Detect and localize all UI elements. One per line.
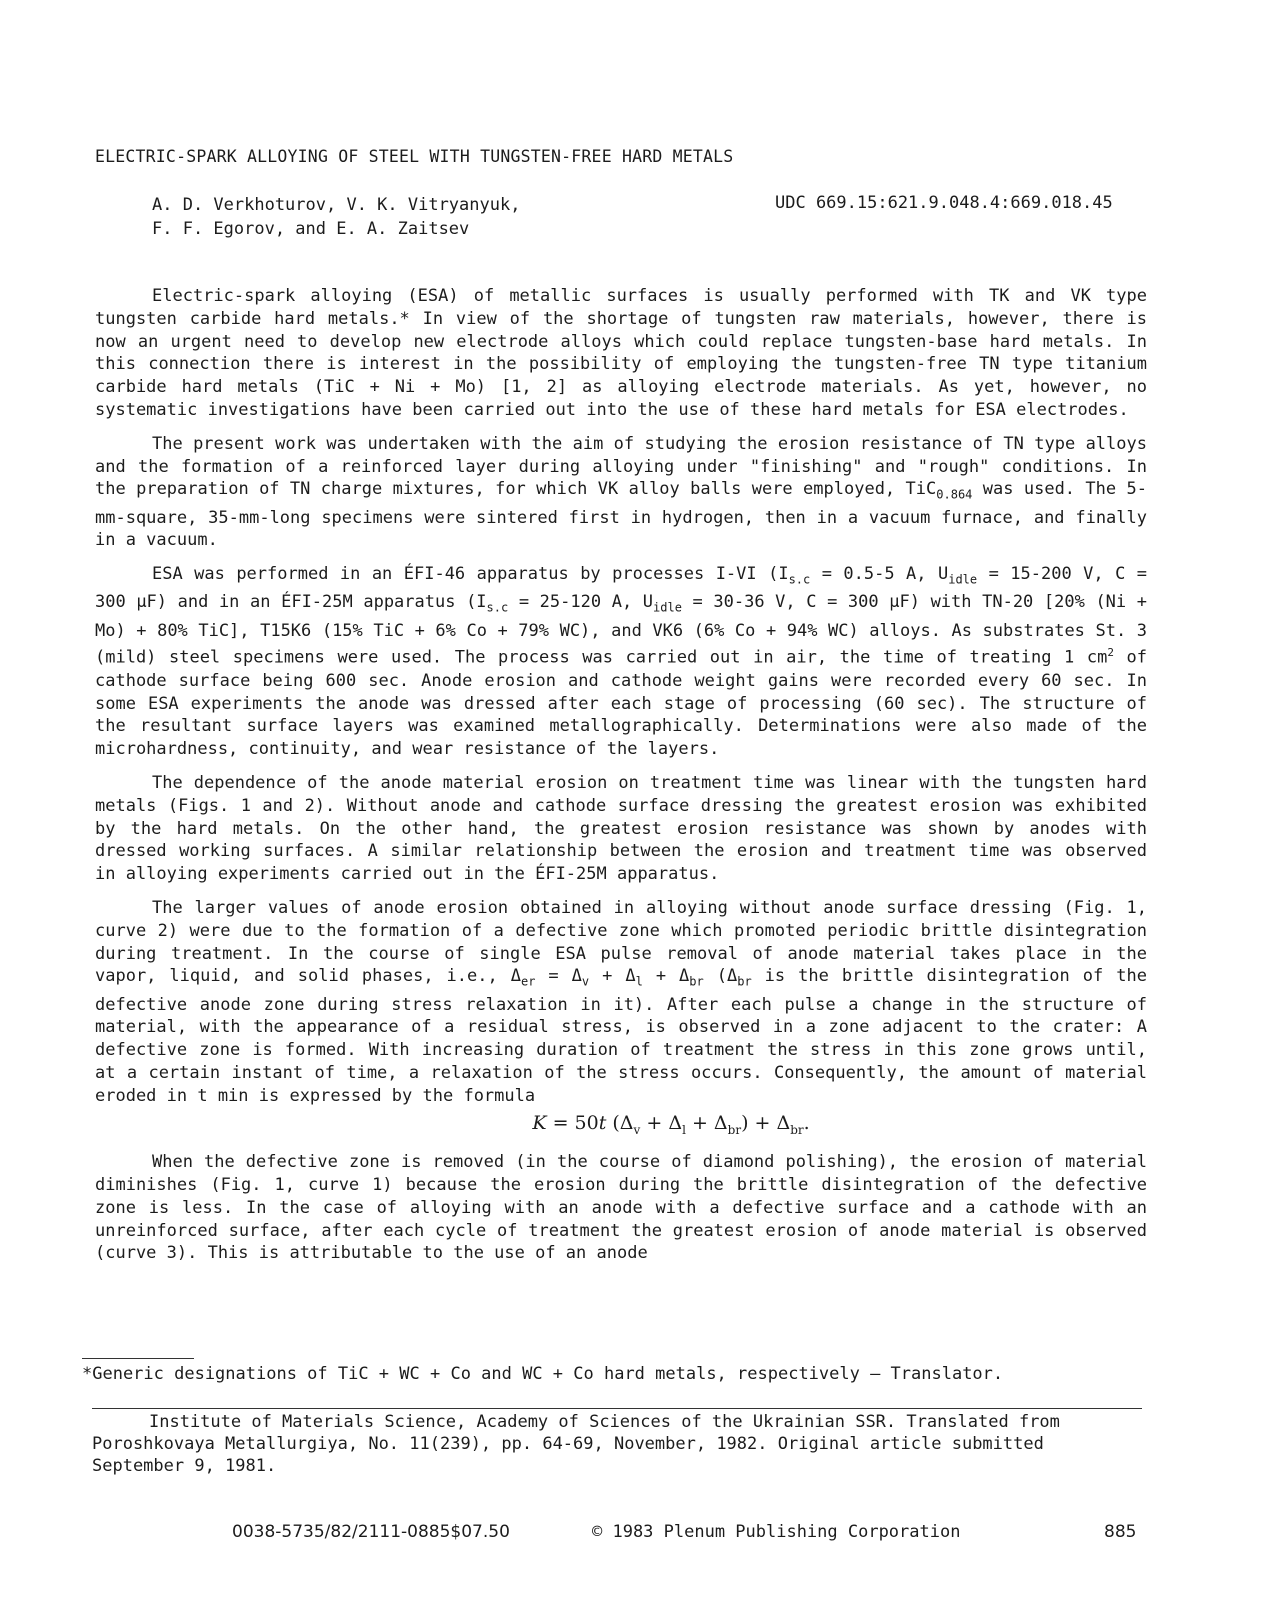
footnote: *Generic designations of TiC + WC + Co and WC + Co hard metals, respectively — Translator. [82, 1364, 1004, 1384]
paragraph-5: The larger values of anode erosion obtained in alloying without anode surface dressing (Fig. 1, curve 2) were due to the formation of a defective zone which promoted periodic brittle disintegration during treatment. In the course of single ESA pulse removal of anode material takes place in the vapor, liquid, and solid phases, i.e., $\Delta_{er} = \Delta_v + \Delta_l + \Delta_{br}$ ($\Delta_{br}$ is the brittle disintegration of the defective anode zone during stress relaxation in it). After each pulse a change in the structure of material, with the appearance of a residual stress, is observed in a zone adjacent to the crater: A defective zone is formed. With increasing duration of treatment the stress in this zone grows until, at a certain instant of time, a relaxation of the stress occurs. Consequently, the amount of material eroded in t min is expressed by the formula [95, 897, 1147, 1106]
paragraph-6: When the defective zone is removed (in the course of diamond polishing), the erosion of material diminishes (Fig. 1, curve 1) because the erosion during the brittle disintegration of the defective zone is less. In the case of alloying with an anode with a defective surface and a cathode with an unreinforced surface, after each cycle of treatment the greatest erosion of anode material is observed (curve 3). This is attributable to the use of an anode [95, 1152, 1147, 1264]
authors-line-2: F. F. Egorov, and E. A. Zaitsev [152, 219, 470, 239]
udc-code: UDC 669.15:621.9.048.4:669.018.45 [775, 193, 1113, 213]
erosion-formula: K = 50t $(\Delta_v + \Delta_l + \Delta_{br}) + \Delta_{br}$. [532, 1111, 810, 1137]
paragraph-3: ESA was performed in an ÉFI-46 apparatus by processes I-VI ($I_{s.c} = 0.5-5$ A, $U_{idle} = 15-200$ V, C = 300 μF) and in an ÉFI-25M apparatus ($I_{s.c} = 25-120$ A, $U_{idle} = 30-36$ V, C = 300 μF) with TN-20 [20% (Ni + Mo) + 80% TiC], T15K6 (15% TiC + 6% Co + 79% WC), and VK6 (6% Co + 94% WC) alloys. As substrates St. 3 (mild) steel specimens were used. The process was carried out in air, the time of treating 1 $cm^2$ of cathode surface being 600 sec. Anode erosion and cathode weight gains were recorded every 60 sec. In some ESA experiments the anode was dressed after each stage of processing (60 sec). The structure of the resultant surface layers was examined metallographically. Determinations were also made of the microhardness, continuity, and wear resistance of the layers. [95, 564, 1148, 760]
affiliation-divider [92, 1408, 1142, 1409]
paragraph-4: The dependence of the anode material erosion on treatment time was linear with the tungsten hard metals (Figs. 1 and 2). Without anode and cathode surface dressing the greatest erosion was exhibited by the hard metals. On the other hand, the greatest erosion resistance was shown by anodes with dressed working surfaces. A similar relationship between the erosion and treatment time was observed in alloying experiments carried out in the ÉFI-25M apparatus. [95, 772, 1147, 885]
paragraph-1: Electric-spark alloying (ESA) of metallic surfaces is usually performed with TK and VK type tungsten carbide hard metals.* In view of the shortage of tungsten raw materials, however, there is now an urgent need to develop new electrode alloys which could replace tungsten-base hard metals. In this connection there is interest in the possibility of employing the tungsten-free TN type titanium carbide hard metals (TiC + Ni + Mo) [1, 2] as alloying electrode materials. As yet, however, no systematic investigations have been carried out into the use of these hard metals for ESA electrodes. [95, 286, 1147, 420]
article-body [95, 285, 1147, 1276]
page-number: 885 [1104, 1522, 1137, 1542]
article-code: 0038-5735/82/2111-0885$07.50 [232, 1522, 510, 1542]
paragraph-2: The present work was undertaken with the aim of studying the erosion resistance of TN type alloys and the formation of a reinforced layer during alloying under "finishing" and "rough" conditions. In the preparation of TN charge mixtures, for which VK alloy balls were employed, TiC$_{0.864}$ was used. The 5-mm-square, 35-mm-long specimens were sintered first in hydrogen, then in a vacuum furnace, and finally in a vacuum. [95, 433, 1147, 551]
copyright-notice: © 1983 Plenum Publishing Corporation [592, 1522, 961, 1542]
paper-title: ELECTRIC-SPARK ALLOYING OF STEEL WITH TUNGSTEN-FREE HARD METALS [95, 147, 734, 166]
affiliation-note: Institute of Materials Science, Academy of Sciences of the Ukrainian SSR. Translated from Poroshkovaya Metallurgiya, No. 11(239), pp. 64-69, November, 1982. Original article submitted September 9, 1981. [92, 1412, 1060, 1476]
authors-line-1: A. D. Verkhoturov, V. K. Vitryanyuk, [152, 195, 521, 215]
footnote-divider [82, 1358, 194, 1359]
author-list [152, 193, 520, 241]
